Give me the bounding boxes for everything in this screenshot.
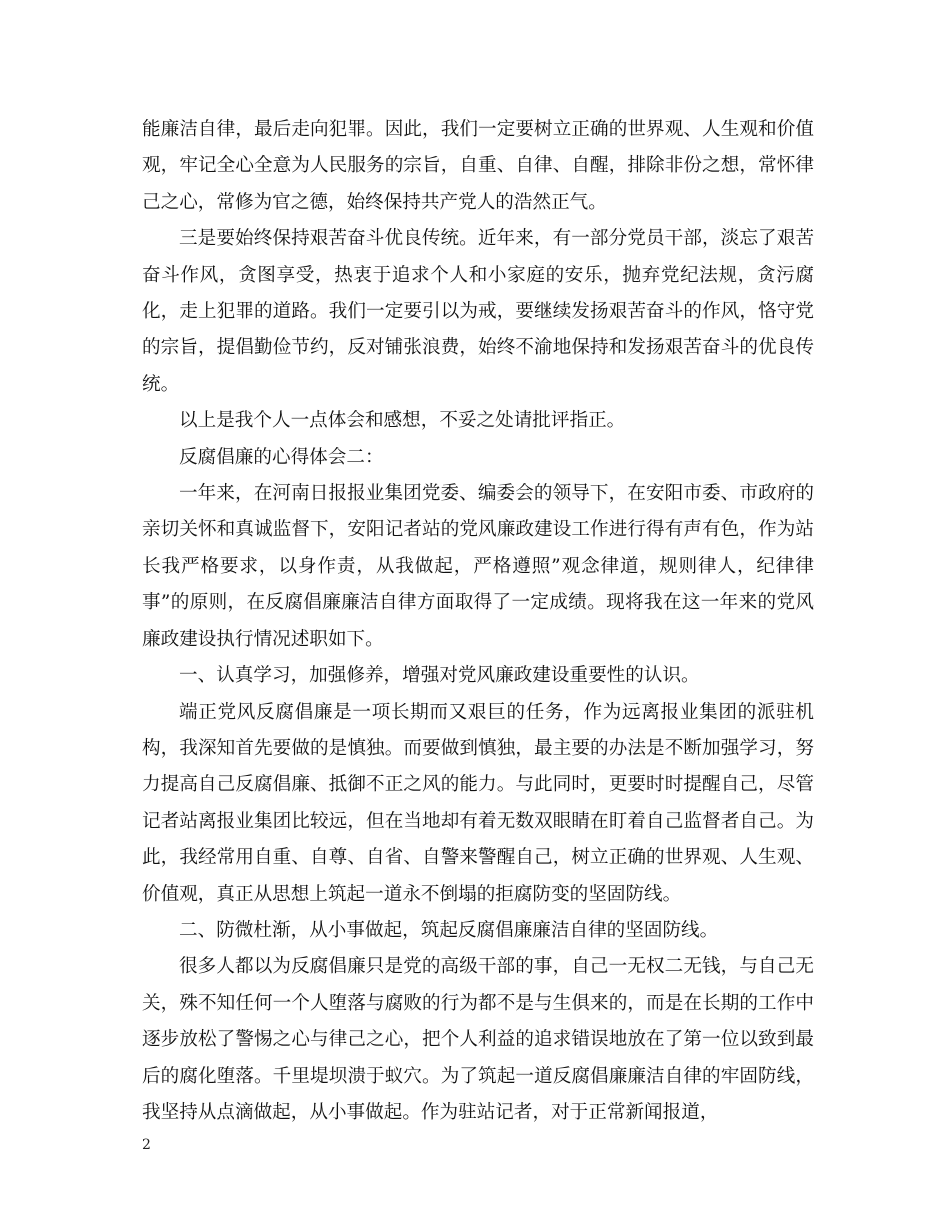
paragraph-year-summary: 一年来，在河南日报报业集团党委、编委会的领导下，在安阳市委、市政府的亲切关怀和真诚监督下，安阳记者站的党风廉政建设工作进行得有声有色，作为站长我严格要求，以身作责，从我做起，严格遵照”观念律道，规则律人，纪律律事”的原则，在反腐倡廉廉洁自律方面取得了一定成绩。现将我在这一年来的党风廉政建设执行情况述职如下。 bbox=[142, 483, 814, 650]
paragraph-hard-work-tradition: 三是要始终保持艰苦奋斗优良传统。近年来，有一部分党员干部，淡忘了艰苦奋斗作风，贪图享受，热衷于追求个人和小家庭的安乐，抛弃党纪法规，贪污腐化，走上犯罪的道路。我们一定要引以为戒，要继续发扬艰苦奋斗的作风，恪守党的宗旨，提倡勤俭节约，反对铺张浪费，始终不渝地保持和发扬艰苦奋斗的优良传统。 bbox=[142, 228, 814, 395]
paragraph-self-discipline: 端正党风反腐倡廉是一项长期而又艰巨的任务，作为远离报业集团的派驻机构，我深知首先要做的是慎独。而要做到慎独，最主要的办法是不断加强学习，努力提高自己反腐倡廉、抵御不正之风的能力。与此同时，更要时时提醒自己，尽管记者站离报业集团比较远，但在当地却有着无数双眼睛在盯着自己监督者自己。为此，我经常用自重、自尊、自省、自警来警醒自己，树立正确的世界观、人生观、价值观，真正从思想上筑起一道永不倒塌的拒腐防变的坚固防线。 bbox=[142, 701, 814, 905]
paragraph-closing-remark: 以上是我个人一点体会和感想，不妥之处请批评指正。 bbox=[179, 410, 626, 432]
page-number: 2 bbox=[142, 1137, 151, 1153]
point-one-heading: 一、认真学习，加强修养，增强对党风廉政建设重要性的认识。 bbox=[179, 665, 700, 687]
point-two-heading: 二、防微杜渐，从小事做起，筑起反腐倡廉廉洁自律的坚固防线。 bbox=[179, 919, 719, 941]
section-heading-part-two: 反腐倡廉的心得体会二： bbox=[179, 446, 384, 468]
paragraph-small-things: 很多人都以为反腐倡廉只是党的高级干部的事，自己一无权二无钱，与自己无关，殊不知任何一个人堕落与腐败的行为都不是与生俱来的，而是在长期的工作中逐步放松了警惕之心与律己之心，把个人利益的追求错误地放在了第一位以致到最后的腐化堕落。千里堤坝溃于蚁穴。为了筑起一道反腐倡廉廉洁自律的牢固防线，我坚持从点滴做起，从小事做起。作为驻站记者，对于正常新闻报道， bbox=[142, 956, 814, 1123]
body-text bbox=[142, 112, 814, 1131]
paragraph-continuation: 能廉洁自律，最后走向犯罪。因此，我们一定要树立正确的世界观、人生观和价值观，牢记全心全意为人民服务的宗旨，自重、自律、自醒，排除非份之想，常怀律己之心，常修为官之德，始终保持共产党人的浩然正气。 bbox=[142, 119, 814, 213]
